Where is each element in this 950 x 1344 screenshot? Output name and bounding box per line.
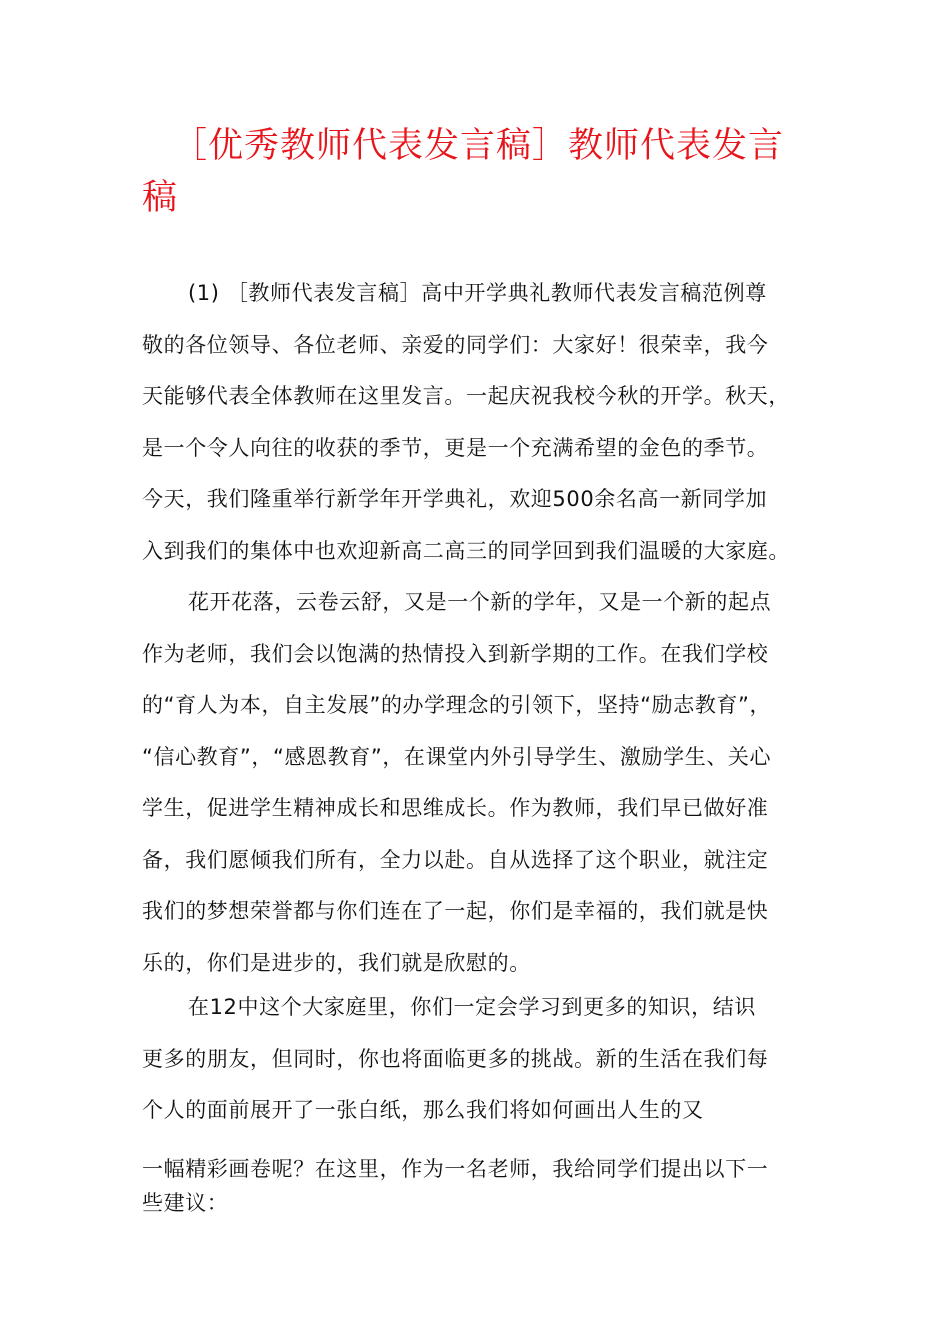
- paragraph-line: 学生，促进学生精神成长和思维成长。作为教师，我们早已做好准: [142, 796, 769, 820]
- paragraph-line: 在12中这个大家庭里，你们一定会学习到更多的知识，结识: [188, 995, 756, 1019]
- document-title: [142, 120, 822, 224]
- paragraph-line: 备，我们愿倾我们所有，全力以赴。自从选择了这个职业，就注定: [142, 847, 769, 872]
- paragraph-line: 花开花落，云卷云舒，又是一个新的学年，又是一个新的起点: [188, 590, 772, 614]
- paragraph-line: 我们的梦想荣誉都与你们连在了一起，你们是幸福的，我们就是快: [142, 899, 769, 923]
- paragraph-line: 更多的朋友，但同时，你也将面临更多的挑战。新的生活在我们每: [142, 1046, 769, 1071]
- paragraph-line: 今天，我们隆重举行新学年开学典礼，欢迎500余名高一新同学加: [142, 487, 768, 511]
- paragraph-line: 乐的，你们是进步的，我们就是欣慰的。: [142, 950, 531, 975]
- paragraph-line: “信心教育”，“感恩教育”，在课堂内外引导学生、激励学生、关心: [142, 744, 772, 769]
- title-line-2: 稿: [142, 178, 179, 218]
- paragraph-line: 敬的各位领导、各位老师、亲爱的同学们：大家好！很荣幸，我今: [142, 332, 769, 357]
- paragraph-1: [142, 268, 822, 577]
- paragraph-4: [142, 1152, 822, 1220]
- paragraph-line: 些建议：: [142, 1191, 229, 1215]
- title-line-1: ［优秀教师代表发言稿］教师代表发言: [172, 126, 785, 166]
- paragraph-line: 入到我们的集体中也欢迎新高二高三的同学回到我们温暖的大家庭。: [142, 538, 790, 563]
- paragraph-line: 天能够代表全体教师在这里发言。一起庆祝我校今秋的开学。秋天，: [142, 384, 790, 408]
- paragraph-line: (1) ［教师代表发言稿］高中开学典礼教师代表发言稿范例尊: [188, 281, 767, 305]
- paragraph-line: 作为老师，我们会以饱满的热情投入到新学期的工作。在我们学校: [142, 641, 769, 666]
- paragraph-line: 一幅精彩画卷呢？在这里，作为一名老师，我给同学们提出以下一: [142, 1157, 769, 1181]
- paragraph-line: 的“育人为本，自主发展”的办学理念的引领下，坚持“励志教育”，: [142, 693, 772, 717]
- paragraph-3: [142, 982, 822, 1137]
- paragraph-line: 个人的面前展开了一张白纸，那么我们将如何画出人生的又: [142, 1098, 704, 1122]
- paragraph-2: [142, 577, 822, 989]
- paragraph-line: 是一个令人向往的收获的季节，更是一个充满希望的金色的季节。: [142, 435, 769, 460]
